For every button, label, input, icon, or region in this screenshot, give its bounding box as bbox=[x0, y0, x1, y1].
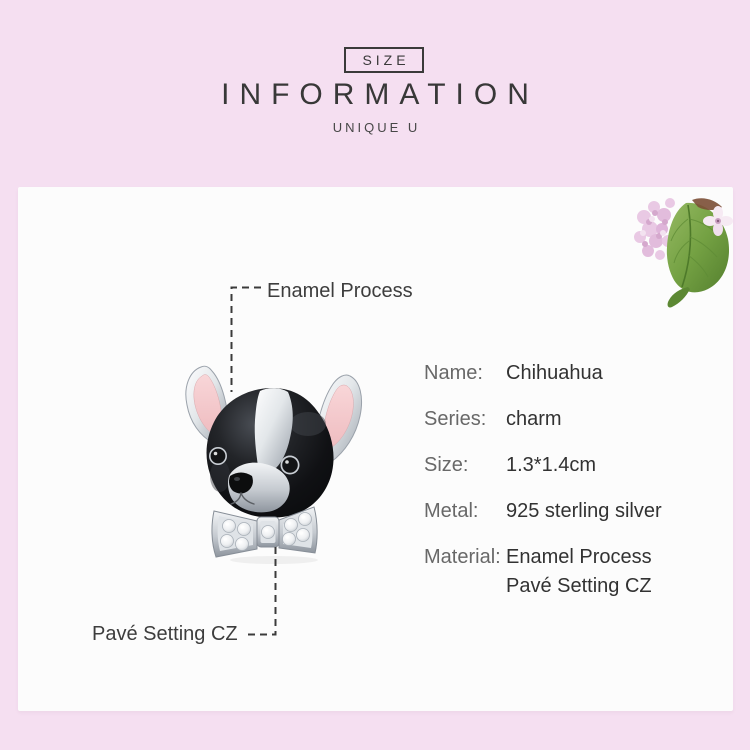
info-label: Size: bbox=[424, 454, 469, 476]
callout-pave-setting-cz: Pavé Setting CZ bbox=[92, 623, 238, 645]
chihuahua-charm-image bbox=[180, 364, 368, 564]
product-card bbox=[18, 187, 733, 711]
info-row-name bbox=[424, 359, 704, 387]
info-value: Chihuahua bbox=[506, 362, 603, 384]
product-info-list bbox=[424, 359, 704, 601]
info-value-line1: Enamel Process bbox=[506, 546, 652, 568]
callout-enamel-process: Enamel Process bbox=[267, 280, 413, 302]
info-label: Material: bbox=[424, 546, 501, 568]
info-label: Name: bbox=[424, 362, 483, 384]
info-value: charm bbox=[506, 408, 562, 430]
info-row-metal bbox=[424, 497, 704, 525]
info-value bbox=[506, 543, 652, 601]
lilac-leaf-decoration-image bbox=[630, 189, 733, 311]
info-row-size bbox=[424, 451, 704, 479]
size-badge-label: SIZE bbox=[362, 52, 410, 68]
info-row-material bbox=[424, 543, 704, 601]
page-title: INFORMATION bbox=[221, 78, 539, 111]
info-label: Series: bbox=[424, 408, 487, 430]
page-subtitle: UNIQUE U bbox=[332, 120, 421, 135]
info-row-series bbox=[424, 405, 704, 433]
info-value: 925 sterling silver bbox=[506, 500, 662, 522]
size-badge bbox=[344, 47, 424, 73]
info-value: 1.3*1.4cm bbox=[506, 454, 597, 476]
info-label: Metal: bbox=[424, 500, 479, 522]
info-value-line2: Pavé Setting CZ bbox=[506, 575, 652, 597]
